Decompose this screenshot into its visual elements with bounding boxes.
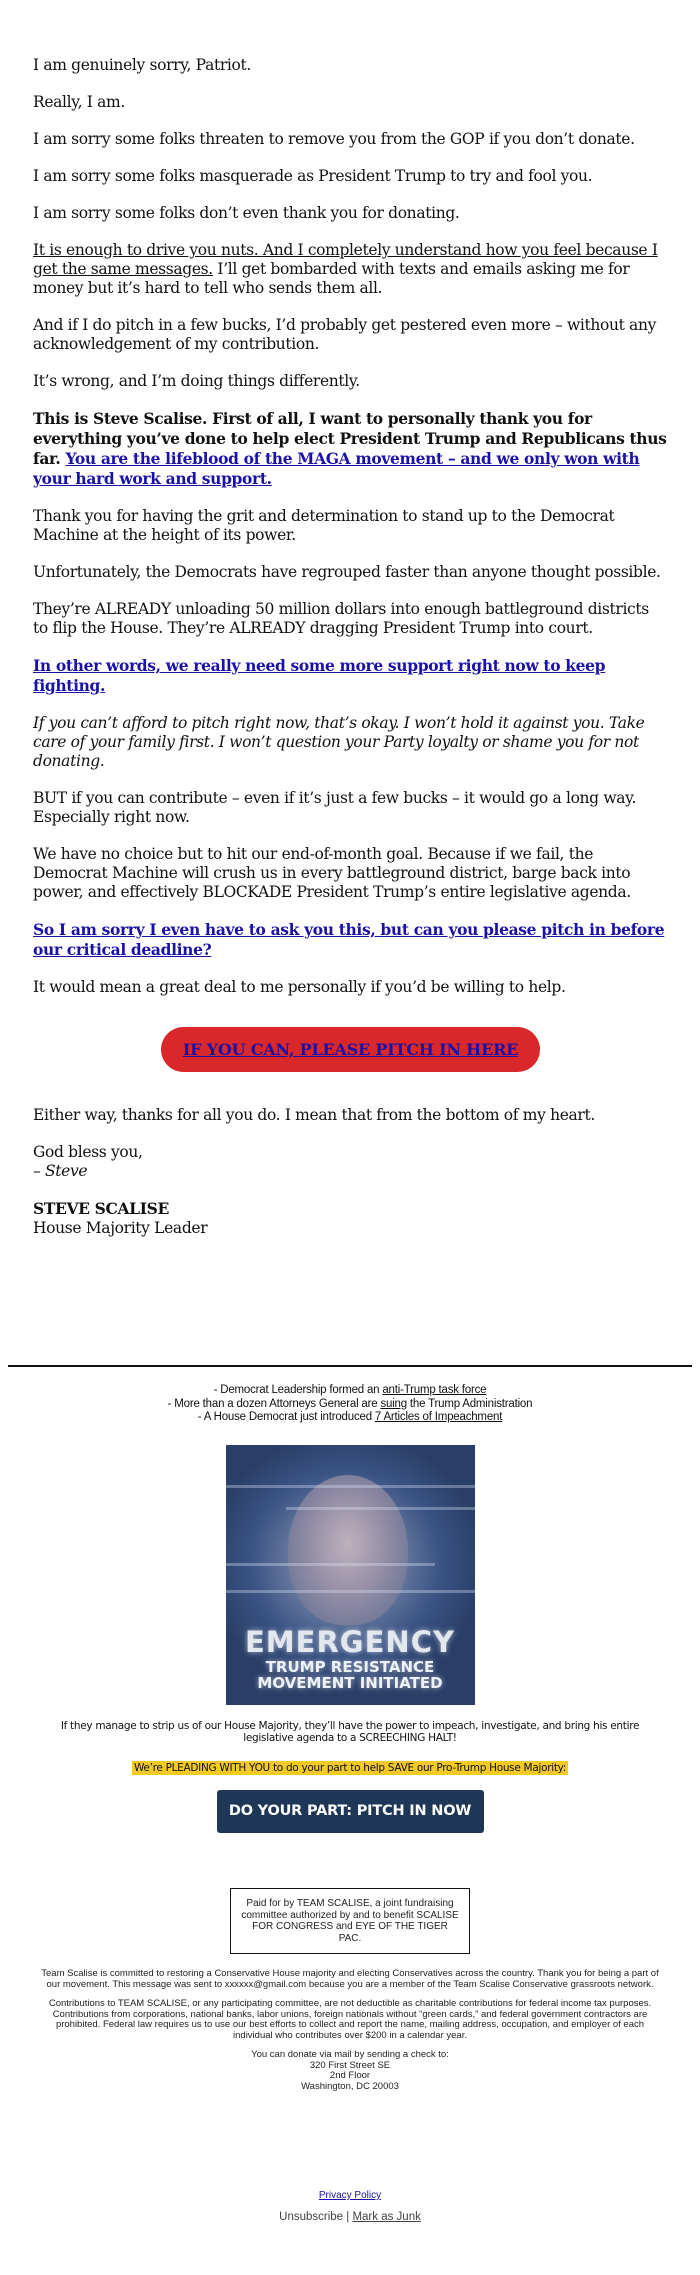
contributions-disclaimer: Contributions to TEAM SCALISE, or any participating committee, are not deductible as charitable contributions for federal income tax purposes. Contributions from corporations, national banks, labor unions, foreign nationals without “green cards,” and federal government contractors are prohibited. Federal law requires us to use our best efforts to collect and report the name, mailing address, occupation, and employer of each individual who contributes over $200 in a calendar year. xyxy=(48,1998,652,2041)
mailing-address xyxy=(0,2050,700,2092)
promo-bullets xyxy=(0,1367,700,1425)
task-force-link[interactable]: anti-Trump task force xyxy=(382,1384,487,1396)
glitch-line xyxy=(226,1590,475,1593)
cta-container xyxy=(0,1790,700,1833)
suing-link[interactable]: suing xyxy=(380,1397,407,1410)
impeachment-link[interactable]: 7 Articles of Impeachment xyxy=(374,1411,503,1423)
paragraph: I am sorry some folks threaten to remove you from the GOP if you don’t donate. xyxy=(33,130,635,148)
signer-first-name: Steve xyxy=(44,1162,88,1180)
commitment-text: Team Scalise is committed to restoring a Conservative House majority and electing Conservatives across the country. Thank you for being a part of our movement. This message was sent to xxxxxx@gmail.com because you are a member of the Team Scalise Conservative grassroots network. xyxy=(41,1968,659,1990)
paragraph: I am sorry some folks don’t even thank you for donating. xyxy=(33,204,460,222)
pitch-in-here-button[interactable]: IF YOU CAN, PLEASE PITCH IN HERE xyxy=(161,1027,540,1072)
banner-subline-1: TRUMP RESISTANCE xyxy=(265,1657,435,1676)
paragraph: And if I do pitch in a few bucks, I’d probably get pestered even more – without any acknowledgement of my contribution. xyxy=(33,316,656,353)
mark-as-junk-link[interactable]: Mark as Junk xyxy=(352,2211,421,2223)
mail-intro: You can donate via mail by sending a check to: xyxy=(251,2049,449,2060)
promo-bullet xyxy=(0,1398,700,1412)
keep-fighting-donate-link[interactable]: In other words, we really need some more support right now to keep fighting. xyxy=(33,656,606,695)
paragraph: We have no choice but to hit our end-of-month goal. Because if we fail, the Democrat Machine will crush us in every battleground district, barge back into power, and effectively BLOCKADE President Trump’s entire legislative agenda. xyxy=(33,845,631,901)
bold-intro-text: This is Steve Scalise. First of all, I want to personally thank you for everything you’ve done to help elect President Trump and Republicans thus far. xyxy=(33,409,667,468)
address-line: Washington, DC 20003 xyxy=(301,2080,399,2092)
paid-for-disclaimer: Paid for by TEAM SCALISE, a joint fundraising committee authorized by and to benefit SCALISE FOR CONGRESS and EYE OF THE TIGER PAC. xyxy=(230,1888,470,1954)
promo-bullet xyxy=(0,1411,700,1425)
paragraph xyxy=(33,409,668,489)
unsubscribe-row xyxy=(0,2211,700,2223)
bullet-text: - Democrat Leadership formed an xyxy=(213,1384,383,1396)
italic-paragraph: If you can’t afford to pitch right now, that’s okay. I won’t hold it against you. Take care of your family first. I won’t question your Party loyalty or shame you for not donating. xyxy=(33,714,645,770)
deadline-donate-link[interactable]: So I am sorry I even have to ask you this, but can you please pitch in before our critical deadline? xyxy=(33,920,665,959)
address-line: 320 First Street SE xyxy=(309,2059,391,2071)
paragraph xyxy=(33,241,668,298)
signature-block xyxy=(33,1199,668,1238)
address-line: 2nd Floor xyxy=(329,2070,371,2081)
paragraph: BUT if you can contribute – even if it’s just a few bucks – it would go a long way. Especially right now. xyxy=(33,789,637,826)
emergency-banner-image[interactable] xyxy=(226,1445,475,1705)
paragraph xyxy=(33,920,668,960)
pitch-in-now-button[interactable]: DO YOUR PART: PITCH IN NOW xyxy=(217,1790,484,1833)
paragraph: Really, I am. xyxy=(33,93,125,111)
greeting: I am genuinely sorry, Patriot. xyxy=(33,56,251,74)
bullet-text: the Trump Administration xyxy=(406,1397,533,1410)
sign-dash: – xyxy=(33,1162,45,1180)
bullet-text: - A House Democrat just introduced xyxy=(197,1411,375,1423)
closing-text: God bless you, xyxy=(33,1143,143,1161)
paragraph: Thank you for having the grit and determination to stand up to the Democrat Machine at the height of its power. xyxy=(33,507,615,544)
paragraph xyxy=(33,656,668,696)
glitch-line xyxy=(226,1563,435,1566)
underlined-text: It is enough to drive you nuts. And I completely understand how you feel because I get the same messages. xyxy=(33,241,658,278)
promo-bullet xyxy=(0,1384,700,1398)
separator: | xyxy=(343,2211,353,2223)
banner-subline xyxy=(226,1659,475,1691)
promo-section xyxy=(0,1365,700,1833)
paragraph: Unfortunately, the Democrats have regrouped faster than anyone thought possible. xyxy=(33,563,661,581)
privacy-policy-link[interactable]: Privacy Policy xyxy=(318,2190,382,2201)
warning-text: If they manage to strip us of our House Majority, they’ll have the power to impeach, investigate, and bring his entire legislative agenda to a SCREECHING HALT! xyxy=(60,1719,640,1744)
paragraph: They’re ALREADY unloading 50 million dollars into enough battleground districts to flip the House. They’re ALREADY dragging President Trump into court. xyxy=(33,600,649,637)
bullet-text: - More than a dozen Attorneys General are xyxy=(167,1397,381,1410)
glitch-line xyxy=(286,1507,475,1510)
highlighted-plea: We’re PLEADING WITH YOU to do your part to help SAVE our Pro-Trump House Majority: xyxy=(133,1761,567,1774)
highlight-container xyxy=(0,1758,700,1776)
portrait-graphic xyxy=(288,1475,408,1625)
banner-subline-2: MOVEMENT INITIATED xyxy=(257,1673,443,1692)
signer-full-name: STEVE SCALISE xyxy=(33,1199,169,1218)
paragraph-text: I’ll get bombarded with texts and emails asking me for money but it’s hard to tell who sends them all. xyxy=(33,260,630,297)
sign-off xyxy=(33,1143,668,1181)
email-footer xyxy=(0,1888,700,2223)
paragraph: It would mean a great deal to me personally if you’d be willing to help. xyxy=(33,978,566,996)
privacy-container xyxy=(0,2190,700,2201)
glitch-line xyxy=(226,1485,475,1488)
lifeblood-donate-link[interactable]: You are the lifeblood of the MAGA movement – and we only won with your hard work and support. xyxy=(33,449,640,488)
banner-headline: EMERGENCY xyxy=(245,1624,455,1659)
paragraph: I am sorry some folks masquerade as President Trump to try and fool you. xyxy=(33,167,593,185)
unsubscribe-link[interactable]: Unsubscribe xyxy=(279,2211,344,2223)
paragraph: Either way, thanks for all you do. I mean that from the bottom of my heart. xyxy=(33,1106,595,1124)
cta-container xyxy=(33,1027,668,1072)
paragraph: It’s wrong, and I’m doing things differently. xyxy=(33,372,360,390)
signer-title: House Majority Leader xyxy=(33,1219,208,1237)
